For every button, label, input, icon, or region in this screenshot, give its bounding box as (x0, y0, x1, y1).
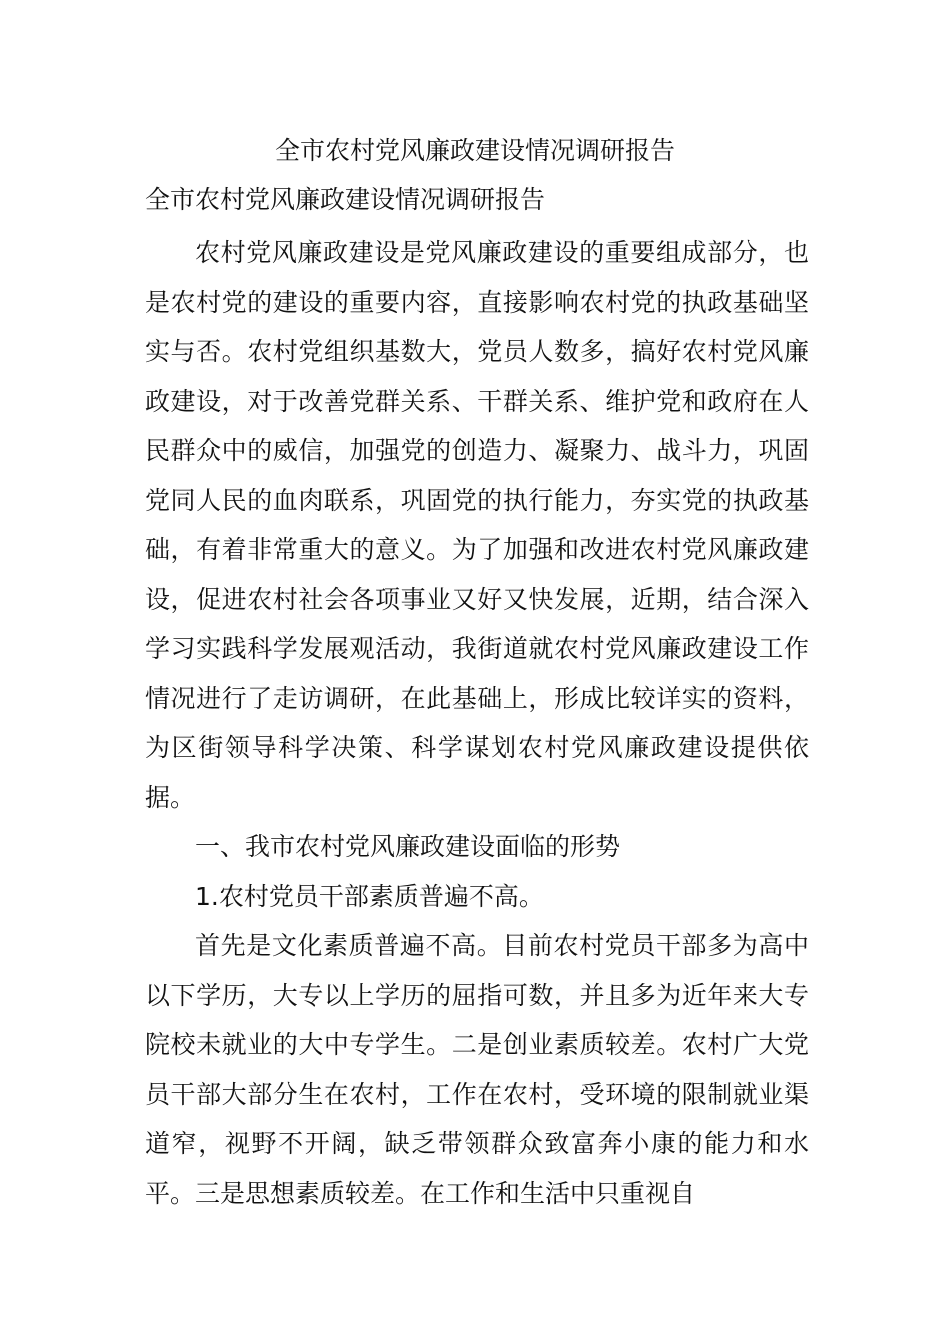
paragraph-intro: 农村党风廉政建设是党风廉政建设的重要组成部分，也是农村党的建设的重要内容，直接影响农村党的执政基础坚实与否。农村党组织基数大，党员人数多，搞好农村党风廉政建设，对于改善党群关系、干群关系、维护党和政府在人民群众中的威信，加强党的创造力、凝聚力、战斗力，巩固党同人民的血肉联系，巩固党的执行能力，夯实党的执政基础，有着非常重大的意义。为了加强和改进农村党风廉政建设，促进农村社会各项事业又好又快发展，近期，结合深入学习实践科学发展观活动，我街道就农村党风廉政建设工作情况进行了走访调研，在此基础上，形成比较详实的资料，为区街领导科学决策、科学谋划农村党风廉政建设提供依据。 (145, 238, 809, 812)
document-subtitle: 全市农村党风廉政建设情况调研报告 (145, 185, 546, 214)
document-title: 全市农村党风廉政建设情况调研报告 (274, 136, 675, 165)
subsection-heading: 1.农村党员干部素质普遍不高。 (195, 881, 544, 911)
section-heading: 一、我市农村党风廉政建设面临的形势 (195, 832, 621, 861)
paragraph-quality: 首先是文化素质普遍不高。目前农村党员干部多为高中以下学历，大专以上学历的屈指可数，并且多为近年来大专院校未就业的大中专学生。二是创业素质较差。农村广大党员干部大部分生在农村，工作在农村，受环境的限制就业渠道窄，视野不开阔，缺乏带领群众致富奔小康的能力和水平。三是思想素质较差。在工作和生活中只重视自 (145, 931, 809, 1208)
document-body (145, 228, 809, 1218)
